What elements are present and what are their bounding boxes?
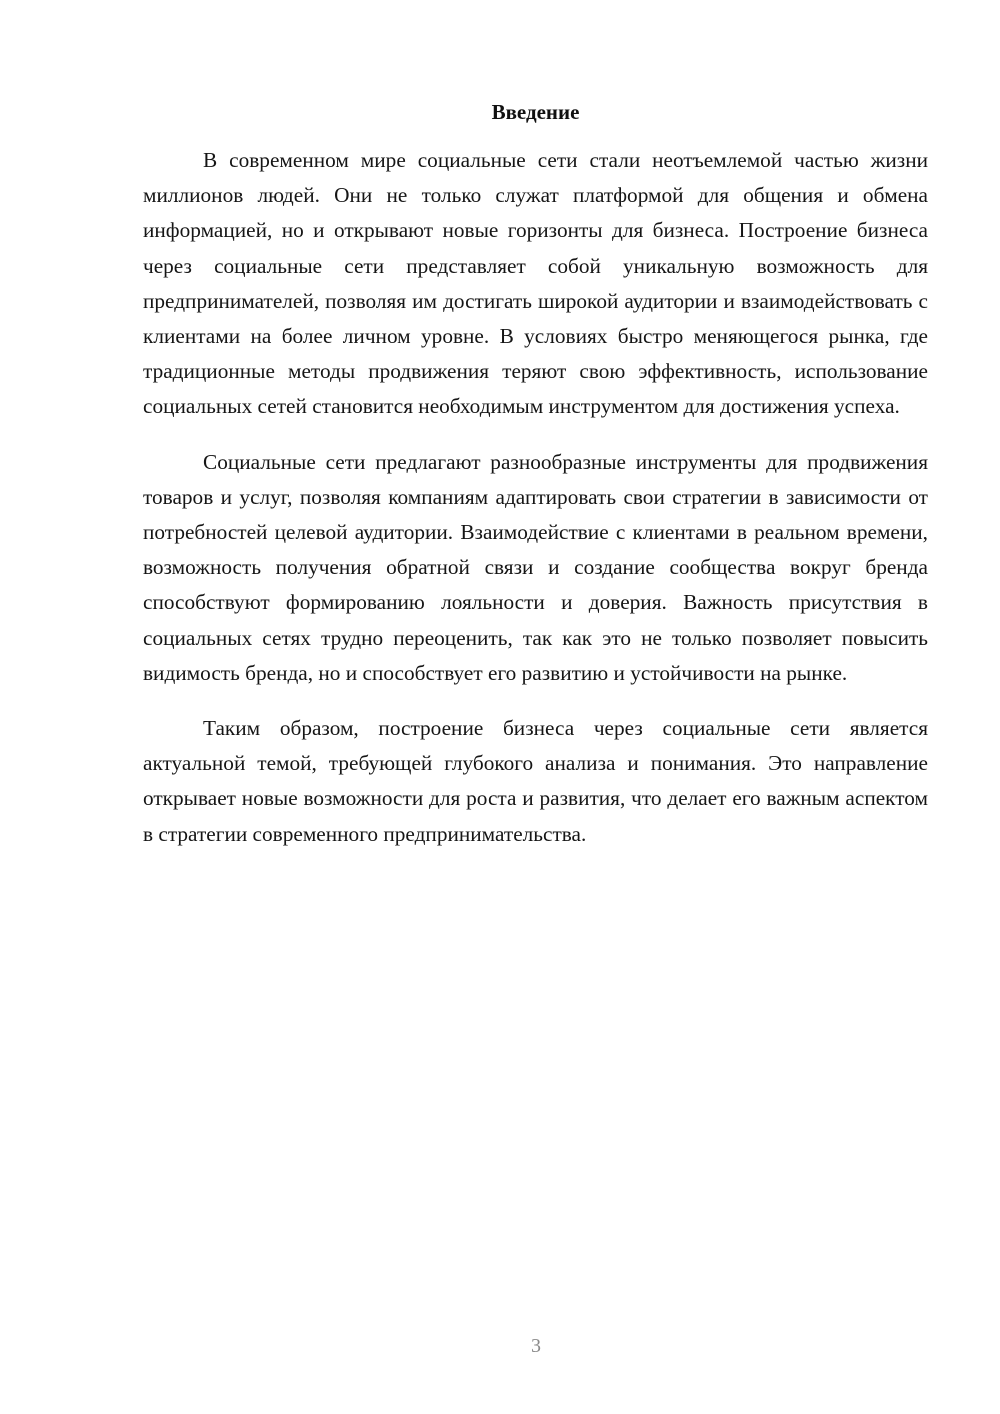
paragraph-3: Таким образом, построение бизнеса через социальные сети является актуальной темой, требующей глубокого анализа и понимания. Это направление открывает новые возможности для роста и развития, что делает его важным аспектом в стратегии современного предпринимательства. [143, 716, 928, 846]
paragraph-2: Социальные сети предлагают разнообразные инструменты для продвижения товаров и услуг, позволяя компаниям адаптировать свои стратегии в зависимости от потребностей целевой аудитории. Взаимодействие с клиентами в реальном времени, возможность получения обратной связи и создание сообщества вокруг бренда способствуют формированию лояльности и доверия. Важность присутствия в социальных сетях трудно переоценить, так как это не только позволяет повысить видимость бренда, но и способствует его развитию и устойчивости на рынке. [143, 449, 928, 685]
paragraph-1: В современном мире социальные сети стали неотъемлемой частью жизни миллионов людей. Они не только служат платформой для общения и обмена информацией, но и открывают новые горизонты для бизнеса. Построение бизнеса через социальные сети представляет собой уникальную возможность для предпринимателей, позволяя им достигать широкой аудитории и взаимодействовать с клиентами на более личном уровне. В условиях быстро меняющегося рынка, где традиционные методы продвижения теряют свою эффективность, использование социальных сетей становится необходимым инструментом для достижения успеха. [143, 148, 928, 419]
page-number: 3 [531, 1335, 541, 1357]
section-heading: Введение [491, 100, 580, 124]
document-body [143, 143, 928, 872]
